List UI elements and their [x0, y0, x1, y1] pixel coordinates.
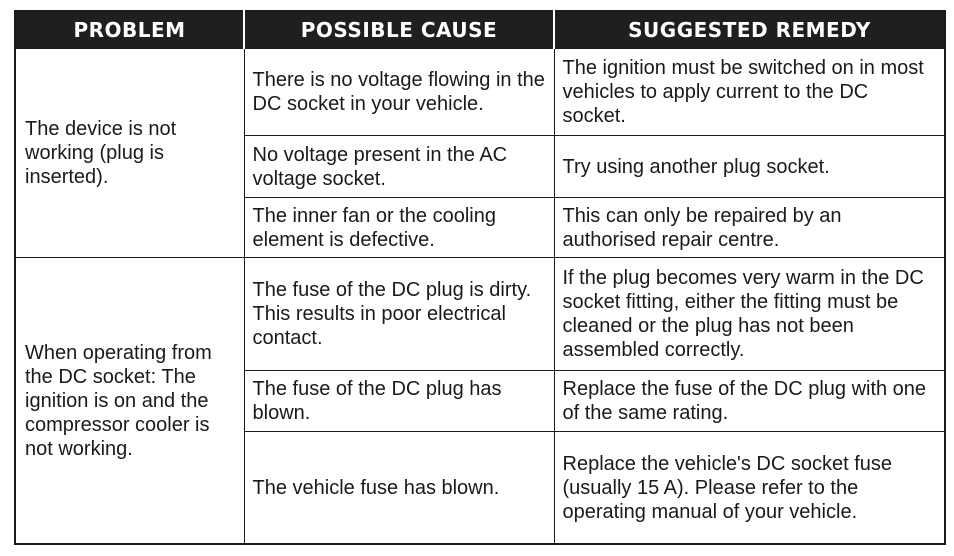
table-header-row	[15, 11, 945, 49]
remedy-cell: Replace the fuse of the DC plug with one of the same rating.	[554, 371, 945, 432]
remedy-cell: Replace the vehicle's DC socket fuse (usually 15 A). Please refer to the operating manual of your vehicle.	[554, 432, 945, 545]
table-row	[15, 49, 945, 136]
header-problem: PROBLEM	[15, 11, 244, 49]
cause-cell: There is no voltage flowing in the DC socket in your vehicle.	[244, 49, 554, 136]
cause-cell: The vehicle fuse has blown.	[244, 432, 554, 545]
cause-cell: The fuse of the DC plug has blown.	[244, 371, 554, 432]
remedy-cell: The ignition must be switched on in most vehicles to apply current to the DC socket.	[554, 49, 945, 136]
remedy-cell: If the plug becomes very warm in the DC socket fitting, either the fitting must be cleaned or the plug has not been assembled correctly.	[554, 258, 945, 371]
header-suggested-remedy: SUGGESTED REMEDY	[554, 11, 945, 49]
cause-cell: The fuse of the DC plug is dirty. This results in poor electrical contact.	[244, 258, 554, 371]
table-row	[15, 258, 945, 371]
cause-cell: No voltage present in the AC voltage socket.	[244, 136, 554, 198]
troubleshooting-page	[14, 10, 944, 545]
remedy-cell: Try using another plug socket.	[554, 136, 945, 198]
cause-cell: The inner fan or the cooling element is defective.	[244, 197, 554, 258]
troubleshooting-table	[14, 10, 946, 545]
problem-cell: When operating from the DC socket: The ignition is on and the compressor cooler is not working.	[15, 258, 244, 544]
problem-cell: The device is not working (plug is inserted).	[15, 49, 244, 258]
remedy-cell: This can only be repaired by an authorised repair centre.	[554, 197, 945, 258]
header-possible-cause: POSSIBLE CAUSE	[244, 11, 554, 49]
